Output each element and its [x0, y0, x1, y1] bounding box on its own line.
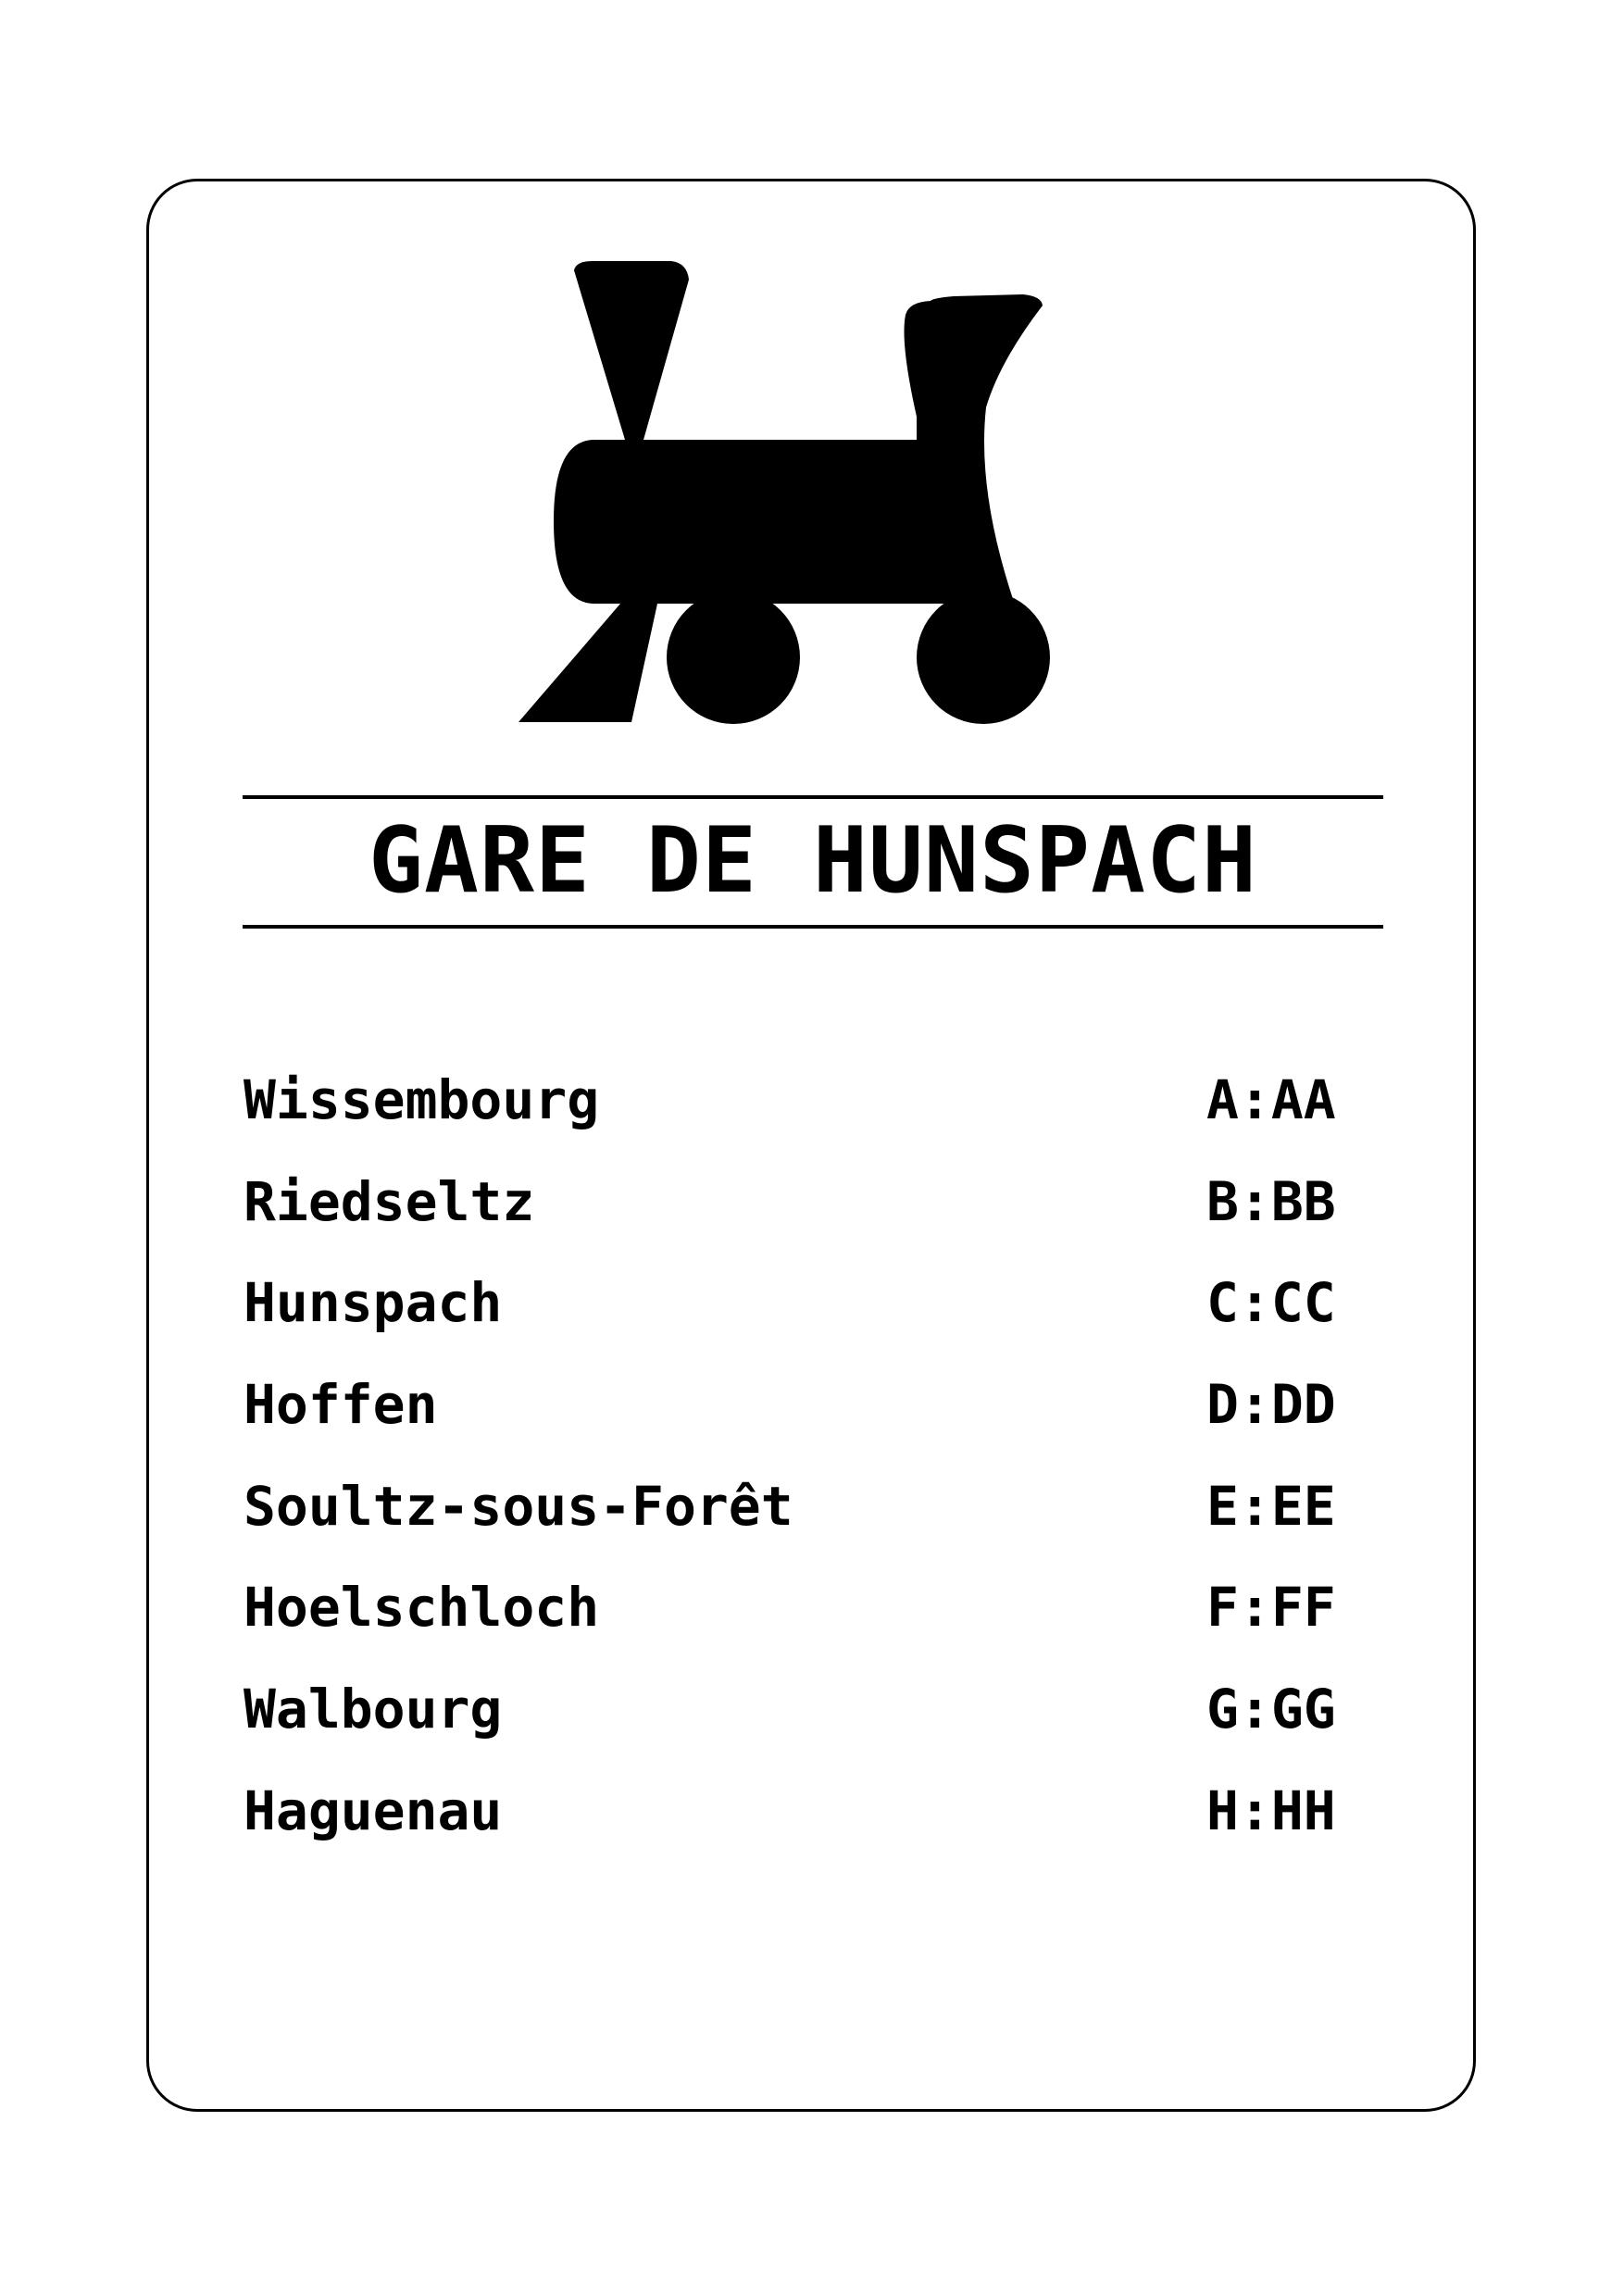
list-item	[244, 1367, 1355, 1469]
list-item	[244, 1165, 1355, 1267]
stop-list	[244, 1063, 1355, 1876]
stop-name: Walbourg	[244, 1678, 503, 1741]
stop-name: Hunspach	[244, 1271, 503, 1335]
locomotive-icon	[518, 259, 1130, 731]
stop-code: F:FF	[1206, 1576, 1336, 1640]
stop-name: Wissembourg	[244, 1068, 600, 1131]
stop-name: Hoffen	[244, 1373, 438, 1437]
list-item	[244, 1672, 1355, 1774]
title-rule-bottom	[243, 925, 1383, 929]
stop-name: Riedseltz	[244, 1169, 535, 1233]
stop-name: Haguenau	[244, 1778, 503, 1842]
stop-code: C:CC	[1206, 1271, 1336, 1335]
list-item	[244, 1570, 1355, 1672]
stop-name: Soultz-sous-Forêt	[244, 1474, 793, 1538]
list-item	[244, 1063, 1355, 1165]
stop-code: A:AA	[1206, 1068, 1336, 1131]
stop-code: G:GG	[1206, 1678, 1336, 1741]
stop-code: D:DD	[1206, 1373, 1336, 1437]
stop-code: H:HH	[1206, 1778, 1336, 1842]
stop-code: E:EE	[1206, 1474, 1336, 1538]
station-title: GARE DE HUNSPACH	[368, 808, 1257, 914]
list-item	[244, 1266, 1355, 1367]
stop-name: Hoelschloch	[244, 1576, 600, 1640]
list-item	[244, 1774, 1355, 1876]
list-item	[244, 1469, 1355, 1571]
title-rule-top	[243, 795, 1383, 799]
stop-code: B:BB	[1206, 1169, 1336, 1233]
